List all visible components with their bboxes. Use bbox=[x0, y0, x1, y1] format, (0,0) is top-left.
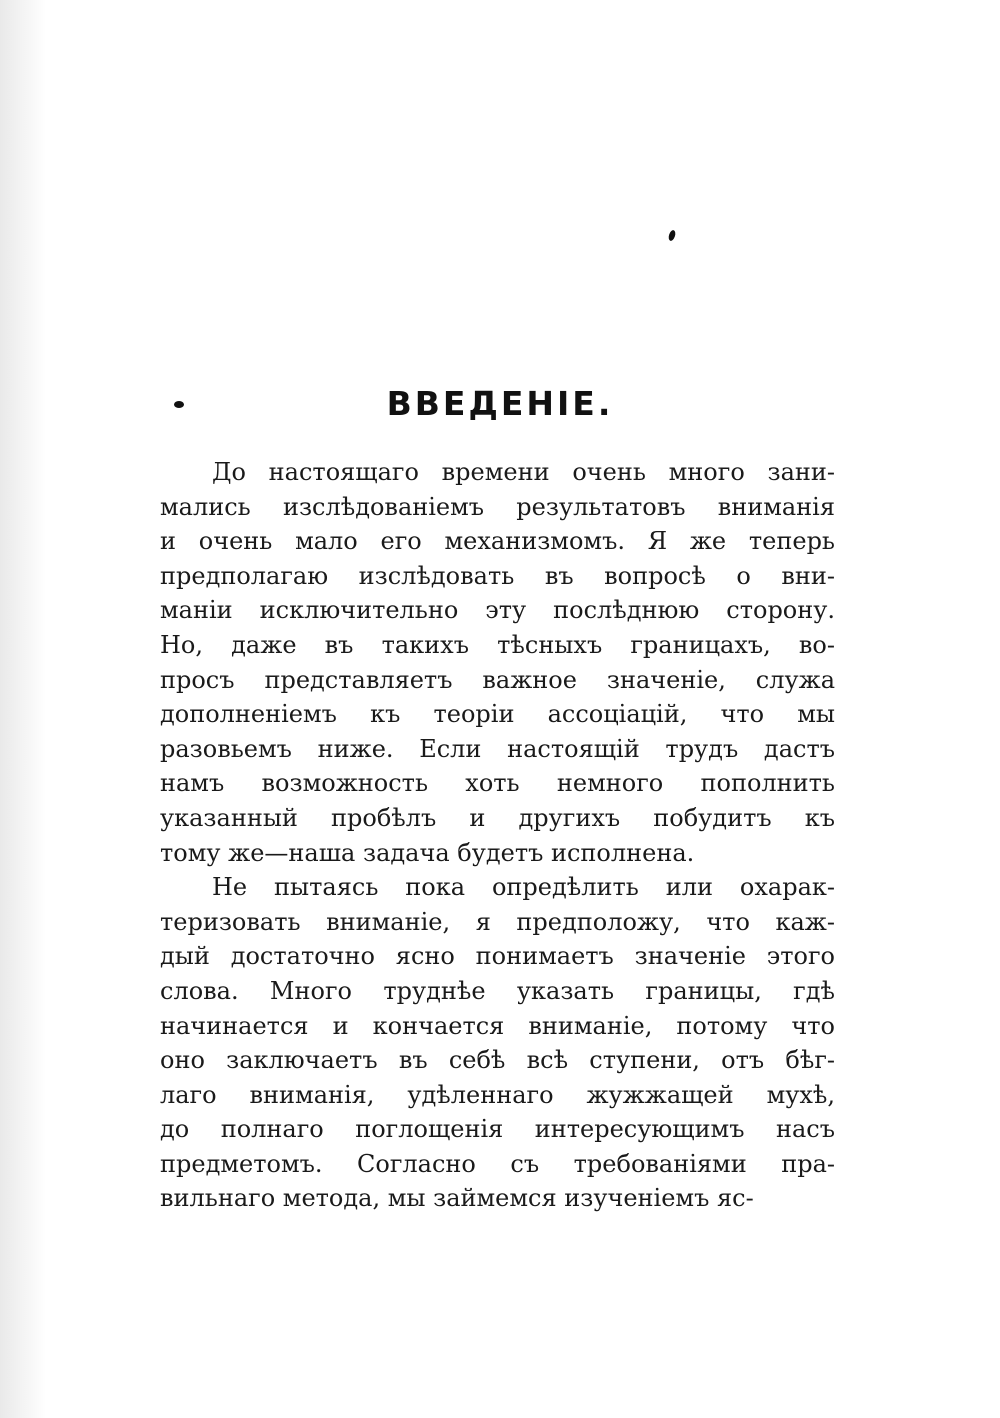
body-text bbox=[160, 455, 835, 1216]
text-line: мались изслѣдованіемъ результатовъ вниманія bbox=[160, 492, 835, 521]
text-line: до полнаго поглощенія интересующимъ насъ bbox=[160, 1115, 835, 1144]
text-line: теризовать вниманіе, я предположу, что каж- bbox=[160, 907, 835, 936]
text-line: намъ возможность хоть немного пополнить bbox=[160, 769, 835, 798]
page-edge-shadow bbox=[0, 0, 46, 1418]
text-line: маніи исключительно эту послѣднюю сторону. bbox=[160, 596, 835, 625]
text-line: лаго вниманія, удѣленнаго жужжащей мухѣ, bbox=[160, 1080, 835, 1109]
paragraph-2 bbox=[160, 870, 835, 1216]
paragraph-1 bbox=[160, 455, 835, 870]
text-line: начинается и кончается вниманіе, потому что bbox=[160, 1011, 835, 1040]
text-line: указанный пробѣлъ и другихъ побудитъ къ bbox=[160, 803, 835, 832]
text-line: Но, даже въ такихъ тѣсныхъ границахъ, во- bbox=[160, 630, 835, 659]
text-line: слова. Много труднѣе указать границы, гдѣ bbox=[160, 976, 835, 1005]
text-line: Не пытаясь пока опредѣлить или охарак- bbox=[212, 873, 835, 902]
text-line: дополненіемъ къ теоріи ассоціацій, что мы bbox=[160, 700, 835, 729]
text-line: тому же—наша задача будетъ исполнена. bbox=[160, 838, 695, 867]
text-line: оно заключаетъ въ себѣ всѣ ступени, отъ бѣг- bbox=[160, 1046, 835, 1075]
chapter-heading: ВВЕДЕНІЕ. bbox=[386, 384, 614, 423]
text-line: дый достаточно ясно понимаетъ значеніе этого bbox=[160, 942, 835, 971]
text-line: разовьемъ ниже. Если настоящій трудъ дастъ bbox=[160, 734, 835, 763]
text-line: предполагаю изслѣдовать въ вопросѣ о вни- bbox=[160, 561, 835, 590]
text-line: просъ представляетъ важное значеніе, служа bbox=[160, 665, 835, 694]
text-line: До настоящаго времени очень много зани- bbox=[212, 458, 835, 486]
text-line: вильнаго метода, мы займемся изученіемъ яс- bbox=[160, 1184, 754, 1213]
text-line: предметомъ. Согласно съ требованіями пра- bbox=[160, 1149, 835, 1178]
ink-speck bbox=[667, 229, 676, 241]
text-line: и очень мало его механизмомъ. Я же теперь bbox=[160, 527, 835, 556]
